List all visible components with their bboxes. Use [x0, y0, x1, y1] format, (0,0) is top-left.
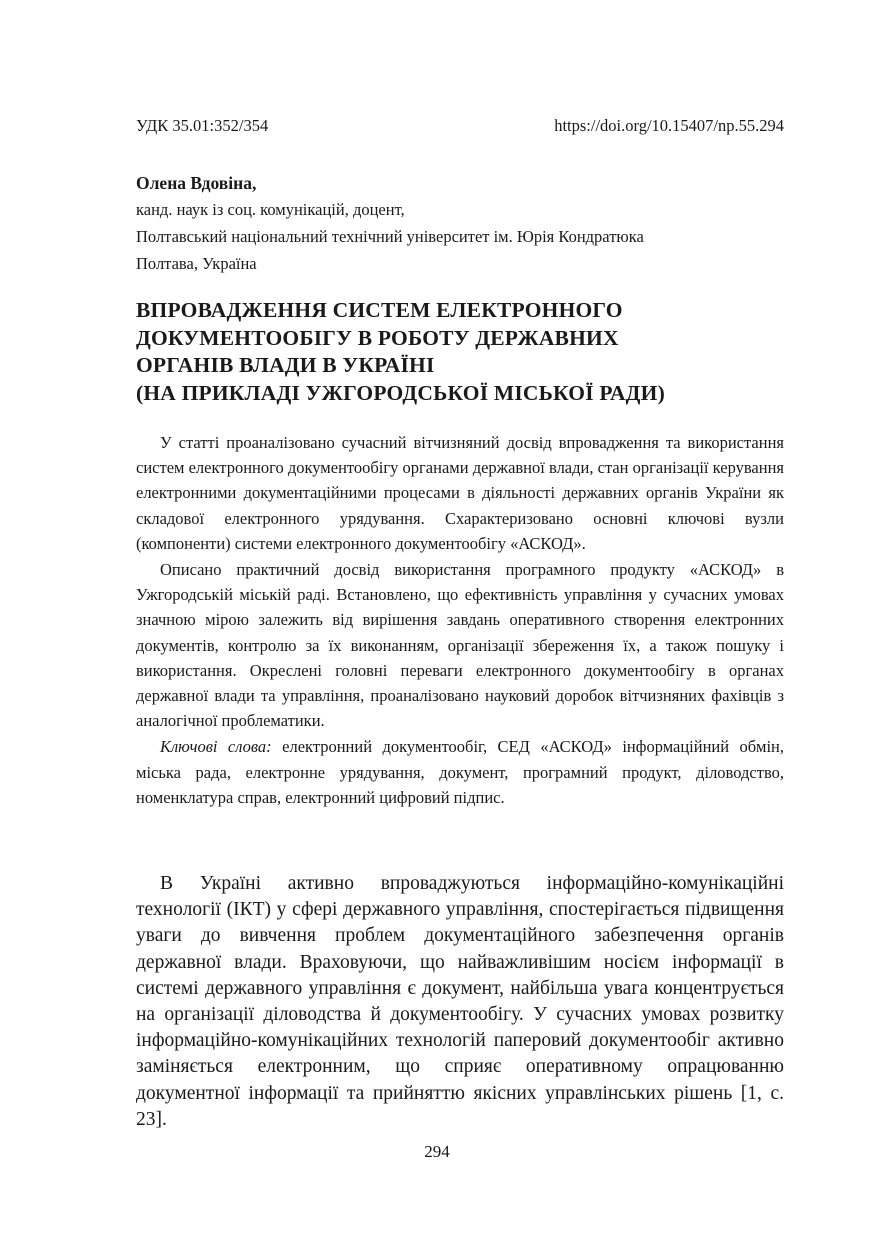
author-degree: канд. наук із соц. комунікацій, доцент, [136, 200, 405, 219]
author-name: Олена Вдовіна, [136, 173, 257, 193]
abstract-paragraph: У статті проаналізовано сучасний вітчизняний досвід впровадження та використання систем електронного документообігу органами державної влади, стан організації керування електронними документаційними процесами в діяльності державних органів України як складової електронного урядування. Схарактеризовано основні ключові вузли (компоненти) системи електронного документообігу «АСКОД». [136, 433, 784, 553]
article-title [136, 297, 784, 407]
header-row [136, 116, 784, 136]
body-paragraph: В Україні активно впроваджуються інформаційно-комунікаційні технології (ІКТ) у сфері державного управління, спостерігається підвищення уваги до вивчення проблем документаційного забезпечення органів державної влади. Враховуючи, що найважливішим носієм інформації в системі державного управління є документ, найбільша увага концентрується на організації діловодства й документообігу. У сучасних умовах розвитку інформаційно-комунікаційних технологій паперовий документообіг активно заміняється електронним, що сприяє оперативному опрацюванню документної інформації та прийняттю якісних управлінських рішень [1, с. 23]. [136, 873, 784, 1130]
abstract [136, 430, 784, 810]
title-line: (НА ПРИКЛАДІ УЖГОРОДСЬКОЇ МІСЬКОЇ РАДИ) [136, 380, 665, 405]
doi-link[interactable]: https://doi.org/10.15407/np.55.294 [554, 116, 784, 135]
udc-code: УДК 35.01:352/354 [136, 116, 269, 135]
author-affiliation: Полтавський національний технічний університет ім. Юрія Кондратюка [136, 227, 644, 246]
body-text [136, 871, 784, 1133]
keywords-label: Ключові слова: [160, 737, 272, 757]
title-line: ДОКУМЕНТООБІГУ В РОБОТУ ДЕРЖАВНИХ [136, 325, 619, 350]
keywords-paragraph [136, 734, 784, 810]
author-location: Полтава, Україна [136, 254, 257, 273]
title-line: ВПРОВАДЖЕННЯ СИСТЕМ ЕЛЕКТРОННОГО [136, 298, 623, 322]
title-line: ОРГАНІВ ВЛАДИ В УКРАЇНІ [136, 353, 435, 377]
abstract-paragraph: Описано практичний досвід використання програмного продукту «АСКОД» в Ужгородській міській раді. Встановлено, що ефективність управління у сучасних умовах значною мірою залежить від вирішення завдань оперативного створення електронних документів, контролю за їх виконанням, організації збереження їх, а також пошуку і використання. Окреслені головні переваги електронного документообігу в органах державної влади та управління, проаналізовано науковий доробок вітчизняних фахівців з аналогічної проблематики. [136, 560, 784, 731]
page-number: 294 [424, 1142, 450, 1161]
author-block [136, 170, 784, 277]
keywords-text: електронний документообіг, СЕД «АСКОД» інформаційний обмін, міська рада, електронне урядування, документ, програмний продукт, діловодство, номенклатура справ, електронний цифровий підпис. [136, 737, 785, 807]
